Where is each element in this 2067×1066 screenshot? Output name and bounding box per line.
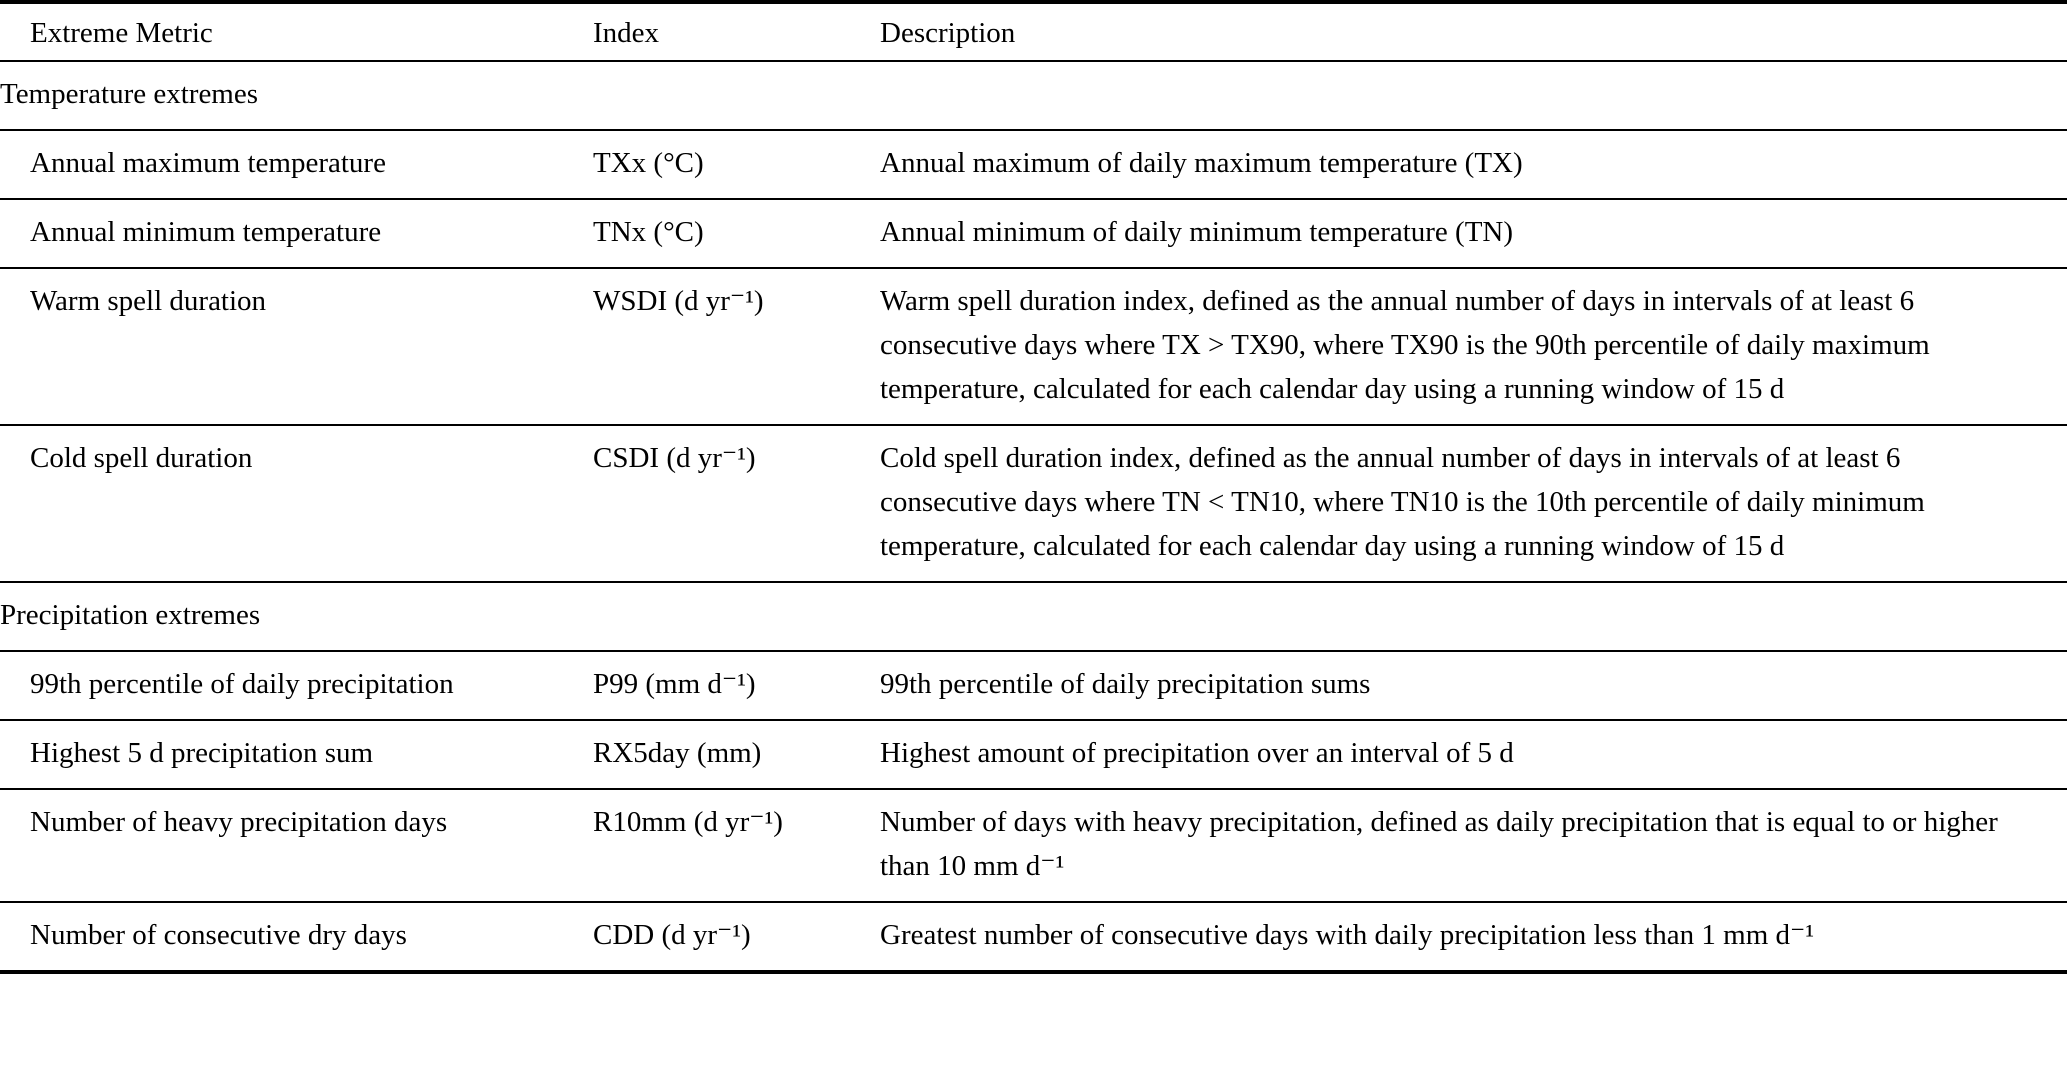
description-cell: 99th percentile of daily precipitation sums	[880, 668, 1371, 700]
description-cell: Cold spell duration index, defined as the annual number of days in intervals of at least 6 consecutive days where TN < TN10, where TN10 is the 10th percentile of daily minimum temperature, calculated for each calendar day using a running window of 15 d	[880, 442, 1925, 562]
metric-cell: Annual maximum temperature	[30, 147, 386, 179]
section-row-temperature-extremes	[0, 61, 2067, 130]
index-cell: P99 (mm d⁻¹)	[593, 668, 756, 700]
table-row	[0, 130, 2067, 199]
column-header-index: Index	[593, 17, 660, 49]
index-cell: R10mm (d yr⁻¹)	[593, 806, 783, 838]
column-header-extreme-metric: Extreme Metric	[30, 17, 213, 49]
metric-cell: Number of heavy precipitation days	[30, 806, 448, 838]
table-row	[0, 720, 2067, 789]
index-cell: RX5day (mm)	[593, 737, 762, 769]
table-row	[0, 902, 2067, 972]
metric-cell: Number of consecutive dry days	[30, 919, 407, 951]
metric-cell: Cold spell duration	[30, 442, 253, 474]
header-row	[0, 2, 2067, 61]
description-cell: Warm spell duration index, defined as the annual number of days in intervals of at least 6 consecutive days where TX > TX90, where TX90 is the 90th percentile of daily maximum temperature, calculated for each calendar day using a running window of 15 d	[880, 285, 1930, 405]
index-cell: CDD (d yr⁻¹)	[593, 919, 751, 951]
table-row	[0, 199, 2067, 268]
table-row	[0, 268, 2067, 425]
metric-cell: Annual minimum temperature	[30, 216, 382, 248]
index-cell: WSDI (d yr⁻¹)	[593, 285, 764, 317]
column-header-description: Description	[880, 17, 1016, 49]
section-title-temperature-extremes: Temperature extremes	[0, 78, 259, 110]
description-cell: Number of days with heavy precipitation, defined as daily precipitation that is equal to or higher than 10 mm d⁻¹	[880, 806, 1998, 882]
metric-cell: Warm spell duration	[30, 285, 267, 317]
section-row-precipitation-extremes	[0, 582, 2067, 651]
index-cell: CSDI (d yr⁻¹)	[593, 442, 756, 474]
table-row	[0, 789, 2067, 902]
metric-cell: Highest 5 d precipitation sum	[30, 737, 374, 769]
table-row	[0, 651, 2067, 720]
description-cell: Annual maximum of daily maximum temperature (TX)	[880, 147, 1523, 179]
table-row	[0, 425, 2067, 582]
description-cell: Greatest number of consecutive days with daily precipitation less than 1 mm d⁻¹	[880, 919, 1815, 951]
index-cell: TNx (°C)	[593, 216, 704, 248]
description-cell: Annual minimum of daily minimum temperature (TN)	[880, 216, 1514, 248]
section-title-precipitation-extremes: Precipitation extremes	[0, 599, 261, 631]
description-cell: Highest amount of precipitation over an interval of 5 d	[880, 737, 1514, 769]
index-cell: TXx (°C)	[593, 147, 704, 179]
metric-cell: 99th percentile of daily precipitation	[30, 668, 454, 700]
